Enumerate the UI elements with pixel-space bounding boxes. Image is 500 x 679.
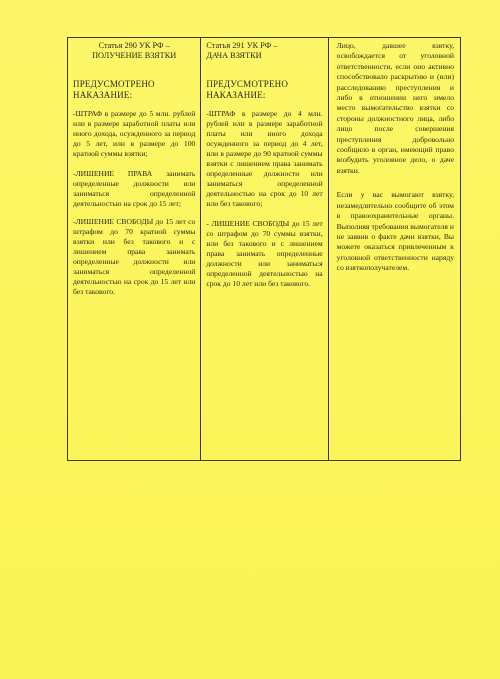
- penalty-deprivation-right: -ЛИШЕНИЕ ПРАВА занимать определенные должности или заниматься определенной деятельностью на срок до 15 лет;: [73, 169, 196, 208]
- info-table: [67, 37, 461, 461]
- column-bribe-taking: [68, 38, 201, 460]
- penalty-deprivation-freedom: -ЛИШЕНИЕ СВОБОДЫ до 15 лет со штрафом до 70 кратной суммы взятки или без такового и с лишением права занимать определенные должности или заниматься определенной деятельностью на срок до 15 лет или без такового.: [73, 217, 196, 296]
- penalty-heading: ПРЕДУСМОТРЕНО НАКАЗАНИЕ:: [206, 79, 289, 100]
- article-290-heading: [73, 41, 195, 61]
- article-290-title: Статья 290 УК РФ –: [98, 41, 170, 50]
- article-291-title: Статья 291 УК РФ –: [206, 41, 278, 50]
- penalty-deprivation-freedom: - ЛИШЕНИЕ СВОБОДЫ до 15 лет со штрафом до 70 суммы взятки, или без такового и с лишением права занимать определенные должности или заниматься определенной деятельностью на срок до 10 лет или без такового.: [206, 219, 323, 288]
- extortion-advice: Если у вас вымогают взятку, незамедлительно сообщите об этом в правоохранительные органы. Выполняя требования вымогателя и не заявив о факте дачи взятки, Вы можете оказаться привлеченным к уголовной ответственности наряду со взяткополучателем.: [336, 190, 454, 273]
- penalty-heading: ПРЕДУСМОТРЕНО НАКАЗАНИЕ:: [73, 79, 155, 100]
- article-291-heading: [206, 41, 322, 61]
- penalty-fine: -ШТРАФ в размере до 4 млн. рублей или в размере заработной платы или иного дохода осужденного за период до 4 лет, или в размере до 90 кратной суммы взятки с лишением права занимать определенные должности или заниматься определенной деятельностью на срок до 10 лет или без такового;: [206, 109, 323, 208]
- column-bribe-giving: [201, 38, 328, 460]
- article-291-subject: ДАЧА ВЗЯТКИ: [206, 51, 262, 60]
- column-notes: [329, 38, 460, 460]
- penalty-fine: -ШТРАФ в размере до 5 млн. рублей или в размере заработной платы или иного дохода, осужденного за период до 5 лет, или в размере до 100 кратной суммы взятки;: [73, 109, 196, 158]
- exemption-note: Лицо, давшее взятку, освобождается от уголовной ответственности, если оно активно способствовало раскрытию и (или) расследованию преступления и либо в отношении него имело место вымогательство взятки со стороны должностного лица, либо лицо после совершения преступления добровольно сообщило в орган, имеющий право возбудить уголовное дело, о даче взятки.: [336, 41, 454, 175]
- article-290-subject: ПОЛУЧЕНИЕ ВЗЯТКИ: [92, 51, 177, 60]
